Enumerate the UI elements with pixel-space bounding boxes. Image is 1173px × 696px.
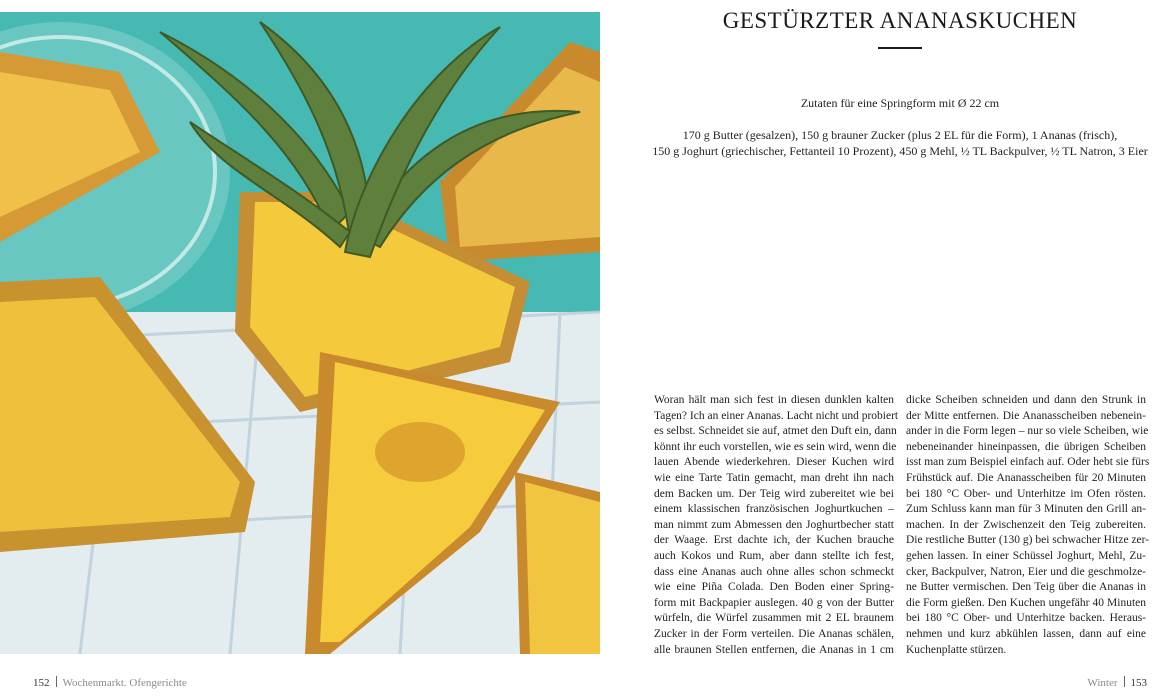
- text-line: könnt ihr euch vorstellen, wie es sein wird, wenn die: [654, 440, 897, 453]
- text-line: Zucker in der Form verteilen. Die Ananas schälen,: [654, 627, 894, 640]
- text-line: wie eine Piña Colada. Den Boden einer Spring-: [654, 581, 894, 594]
- page-number-right: 153: [1130, 677, 1147, 689]
- text-line: nehmen und kurz abkühlen lassen, dann auf eine: [906, 627, 1146, 640]
- text-line: isst man zum Beispiel einfach auf. Oder hebt sie fürs: [906, 456, 1150, 469]
- cake-photo: [0, 12, 600, 654]
- running-head-left: Wochenmarkt. Ofengerichte: [62, 677, 187, 689]
- text-line: der Mitte entfernen. Die Ananasscheiben nebenein-: [906, 409, 1146, 422]
- text-line: die Form gießen. Den Kuchen ungefähr 40 Minuten: [906, 596, 1146, 609]
- text-line: dicke Scheiben schneiden und dann den Strunk in: [906, 394, 1146, 406]
- footer-right: [1087, 676, 1147, 689]
- recipe-title: GESTÜRZTER ANANASKUCHEN: [722, 8, 1078, 33]
- text-line: form mit Backpapier auslegen. 40 g von der Butter: [654, 596, 894, 609]
- text-line: cker, Backpulver, Natron, Eier und die geschmolze-: [906, 565, 1146, 578]
- footer-left: [33, 676, 187, 689]
- ingredients-heading: Zutaten für eine Springform mit Ø 22 cm: [800, 96, 1000, 110]
- text-line: Zum Schluss kann man für 3 Minuten den Grill an-: [906, 503, 1146, 516]
- text-line: Tagen? Ich an einer Ananas. Lacht nicht und probiert: [654, 409, 899, 422]
- text-line: der Waage. Erst dachte ich, der Kuchen brauche: [654, 534, 894, 547]
- text-line: dem Backen um. Der Teig wird zubereitet wie bei: [654, 487, 894, 500]
- text-line: lauen Abende wiederkehren. Dieser Kuchen wird: [654, 456, 894, 469]
- text-line: gehen lassen. In einer Schüssel Joghurt, Mehl, Zu-: [906, 549, 1146, 562]
- text-line: einem klassischen französischen Joghurtkuchen –: [654, 503, 894, 516]
- text-line: dass eine Ananas auch ohne alles schon schmeckt: [654, 565, 894, 578]
- footer-separator: [1124, 676, 1125, 687]
- text-line: man nimmt zum Abmessen den Joghurtbecher statt: [654, 518, 894, 531]
- text-line: ne Butter vermischen. Den Teig über die Ananas in: [906, 581, 1146, 594]
- body-text-right-column: [906, 393, 1150, 658]
- ingredients-line-2: 150 g Joghurt (griechischer, Fettanteil 10 Prozent), 450 g Mehl, ½ TL Backpulver, ½ TL Natron, 3 Eier: [652, 144, 1148, 158]
- text-line: auch Kokos und Rum, aber dann stellte ich fest,: [654, 549, 894, 562]
- title-divider: [878, 47, 922, 49]
- text-line: bei 180 °C Ober- und Unterhitze im Ofen rösten.: [906, 487, 1146, 500]
- text-line: würfeln, die Würfel zusammen mit 2 EL braunem: [654, 612, 894, 625]
- running-head-right: Winter: [1087, 677, 1118, 689]
- text-line: Woran hält man sich fest in diesen dunklen kalten: [654, 394, 894, 406]
- text-line: alle braunen Stellen entfernen, die Ananas in 1 cm: [654, 643, 894, 656]
- text-line: bei 180 °C Ober- und Unterhitze backen. Heraus-: [906, 612, 1146, 625]
- text-line: Die restliche Butter (130 g) bei schwacher Hitze zer-: [906, 534, 1150, 547]
- text-line: es selbst. Schneidet sie auf, atmet den Duft ein, dann: [654, 425, 897, 438]
- page-number-left: 152: [33, 677, 50, 689]
- body-text-left-column: [654, 393, 899, 658]
- text-line: nebeneinander hineinpassen, die übrigen Scheiben: [906, 440, 1146, 453]
- text-line: ander in die Form legen – nur so viele Scheiben, wie: [906, 425, 1149, 438]
- text-line: Frühstück auf. Die Ananasscheiben für 20 Minuten: [906, 471, 1146, 484]
- cake-photo-illustration: [0, 12, 600, 654]
- text-line: wie eine Tarte Tatin gemacht, man dreht ihn nach: [654, 471, 894, 484]
- text-line: Kuchenplatte stürzen.: [906, 643, 1007, 656]
- footer-separator: [56, 676, 57, 687]
- text-line: machen. In der Zwischenzeit den Teig zubereiten.: [906, 518, 1146, 531]
- ingredients-line-1: 170 g Butter (gesalzen), 150 g brauner Zucker (plus 2 EL für die Form), 1 Ananas (frisch),: [682, 128, 1118, 142]
